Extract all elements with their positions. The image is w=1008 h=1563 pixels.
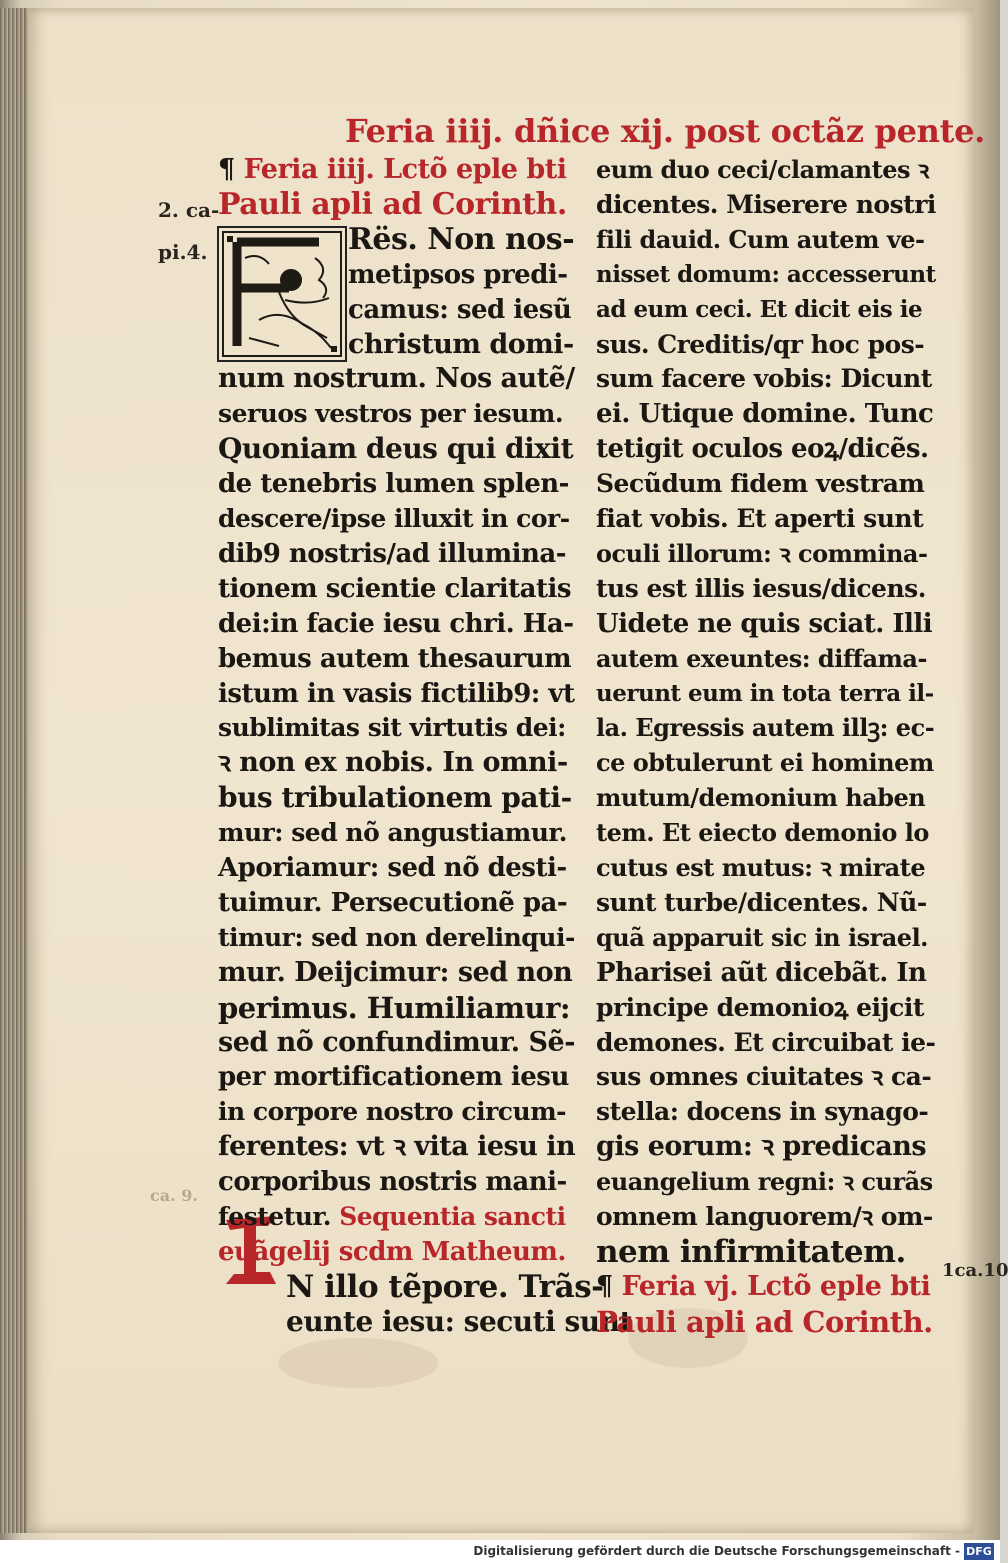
text-line xyxy=(596,187,936,223)
text-line xyxy=(596,222,925,258)
text-line xyxy=(596,571,926,607)
page-stack-edge xyxy=(0,8,28,1533)
line-text: descere/ipse illuxit in cor- xyxy=(218,504,570,533)
margin-note-right: 1ca.10 xyxy=(942,1260,1008,1281)
line-text: sed nõ confundimur. Sẽ- xyxy=(218,1026,575,1058)
line-text: mutum/demonium haben xyxy=(596,783,926,813)
line-text: ꝛ non ex nobis. In omni- xyxy=(218,747,568,779)
text-line xyxy=(596,676,934,712)
line-text: dicentes. Miserere nostri xyxy=(596,189,936,219)
line-text: stella: docens in synago- xyxy=(596,1097,929,1127)
line-text: uerunt eum in tota terra il- xyxy=(596,679,934,707)
line-text: perimus. Humiliamur: xyxy=(218,990,571,1025)
line-text: Feria vj. Lctõ eple bti xyxy=(621,1270,931,1302)
text-line xyxy=(596,1094,928,1130)
line-text: ad eum ceci. Et dicit eis ie xyxy=(596,295,923,323)
line-text: principe demonioꝝ eijcit xyxy=(596,992,924,1022)
text-line xyxy=(596,257,936,293)
dfg-logo: DFG xyxy=(964,1543,994,1560)
line-text: tuimur. Persecutionẽ pa- xyxy=(218,887,568,918)
text-line xyxy=(218,1094,566,1130)
line-text: ce obtulerunt ei hominem xyxy=(596,748,934,778)
text-line xyxy=(596,920,928,956)
text-line xyxy=(218,641,571,677)
pilcrow-mark: ¶ xyxy=(218,154,244,185)
text-line xyxy=(218,1234,566,1270)
text-line xyxy=(596,152,929,188)
text-line xyxy=(596,815,929,851)
text-line xyxy=(596,396,933,432)
line-text: omnem languorem/ꝛ om- xyxy=(596,1202,933,1231)
text-line xyxy=(348,222,574,258)
text-line xyxy=(218,536,566,572)
line-text: bemus autem thesaurum xyxy=(218,643,572,674)
line-text: Aporiamur: sed nõ desti- xyxy=(218,853,567,883)
text-line xyxy=(218,501,570,537)
text-line xyxy=(218,466,569,502)
line-text: gis eorum: ꝛ predicans xyxy=(596,1131,927,1163)
line-text: Pauli apli ad Corinth. xyxy=(218,186,567,222)
line-text: sus. Creditis/qr hoc pos- xyxy=(596,329,925,359)
line-text: mur: sed nõ angustiamur. xyxy=(218,818,568,848)
line-text: Quoniam deus qui dixit xyxy=(218,432,573,466)
text-line xyxy=(596,885,927,921)
line-text: de tenebris lumen splen- xyxy=(218,469,569,500)
text-line xyxy=(218,1199,566,1235)
line-text: sublimitas sit virtutis dei: xyxy=(218,713,566,743)
line-text: corporibus nostris mani- xyxy=(218,1167,567,1198)
text-line xyxy=(596,536,927,572)
line-text: christum domi- xyxy=(348,328,574,360)
line-text: camus: sed iesũ xyxy=(348,294,572,325)
line-text: fili dauid. Cum autem ve- xyxy=(596,224,925,254)
line-text: sunt turbe/dicentes. Nũ- xyxy=(596,887,927,917)
text-line xyxy=(218,396,563,432)
text-line xyxy=(218,1059,569,1095)
line-text: nem infirmitatem. xyxy=(596,1233,906,1270)
text-line xyxy=(596,1059,931,1095)
margin-note-chapter: 2. ca- xyxy=(158,198,220,222)
text-line xyxy=(218,431,573,467)
text-line xyxy=(596,990,924,1026)
text-line xyxy=(218,710,566,746)
line-text: ferentes: vt ꝛ vita iesu in xyxy=(218,1131,576,1163)
line-text: festetur. xyxy=(218,1202,331,1231)
text-line xyxy=(596,292,922,328)
text-line xyxy=(596,327,924,363)
text-line xyxy=(596,710,934,746)
text-line xyxy=(218,815,567,851)
line-text: sum facere vobis: Dicunt xyxy=(596,364,932,394)
decorated-initial-f xyxy=(217,226,347,362)
line-text: cutus est mutus: ꝛ mirate xyxy=(596,853,926,882)
text-line xyxy=(286,1269,604,1305)
line-text: istum in vasis fictilib9: vt xyxy=(218,678,575,709)
text-line xyxy=(596,361,932,397)
text-line xyxy=(218,152,566,188)
text-line xyxy=(596,606,932,642)
text-line xyxy=(218,606,574,642)
line-text: oculi illorum: ꝛ commina- xyxy=(596,538,928,568)
line-text: dei:in facie iesu chri. Ha- xyxy=(218,608,574,639)
text-line xyxy=(596,1025,935,1061)
pilcrow-mark: ¶ xyxy=(596,1270,622,1302)
margin-note-faint: ca. 9. xyxy=(150,1186,198,1205)
line-text: tus est illis iesus/dicens. xyxy=(596,573,926,603)
text-line xyxy=(218,361,575,397)
line-text: euangelium regni: ꝛ curãs xyxy=(596,1167,933,1197)
text-line xyxy=(218,571,571,607)
line-text: eunte iesu: secuti sunt xyxy=(286,1304,632,1338)
text-line xyxy=(596,1304,933,1340)
line-text: sus omnes ciuitates ꝛ ca- xyxy=(596,1062,932,1092)
text-line xyxy=(596,1234,906,1270)
line-text: ei. Utique domine. Tunc xyxy=(596,399,934,430)
text-line xyxy=(596,780,925,816)
line-text: num nostrum. Nos autẽ/ xyxy=(218,363,575,395)
text-line xyxy=(596,501,923,537)
line-text: Secũdum fidem vestram xyxy=(596,469,925,499)
line-text: seruos vestros per iesum. xyxy=(218,399,564,429)
line-text: per mortificationem iesu xyxy=(218,1062,569,1093)
text-line xyxy=(596,1164,933,1200)
page-heading: Feria iiij. dñice xij. post octãz pente. xyxy=(345,112,986,150)
text-line xyxy=(218,780,572,816)
line-text: Feria iiij. Lctõ eple bti xyxy=(243,154,567,185)
text-line xyxy=(348,257,568,293)
text-line xyxy=(596,745,934,781)
line-text: Rës. Non nos- xyxy=(348,221,575,257)
text-line xyxy=(596,466,924,502)
line-text: autem exeuntes: diffama- xyxy=(596,643,927,673)
line-text: timur: sed non derelinqui- xyxy=(218,922,575,952)
line-text: dib9 nostris/ad illumina- xyxy=(218,538,567,569)
text-line xyxy=(596,1199,933,1235)
line-text: la. Egressis autem illꝫ: ec- xyxy=(596,713,935,743)
text-line xyxy=(218,850,567,886)
line-text: Uidete ne quis sciat. Illi xyxy=(596,608,933,639)
text-line xyxy=(348,327,574,363)
text-line xyxy=(596,641,927,677)
text-line xyxy=(596,850,925,886)
footer-credit: Digitalisierung gefördert durch die Deutsche Forschungsgemeinschaft - xyxy=(473,1544,960,1558)
text-line xyxy=(218,745,568,781)
line-text: mur. Deijcimur: sed non xyxy=(218,956,573,988)
text-line xyxy=(218,1164,567,1200)
text-line xyxy=(596,1129,926,1165)
line-text: metipsos predi- xyxy=(348,259,568,290)
line-text: N illo tẽpore. Trãs- xyxy=(286,1268,604,1305)
text-line xyxy=(596,955,926,991)
line-text: tem. Et eiecto demonio lo xyxy=(596,818,929,848)
line-text: quã apparuit sic in israel. xyxy=(596,922,929,952)
line-text: eum duo ceci/clamantes ꝛ xyxy=(596,155,929,184)
woodcut-initial-icon xyxy=(219,228,345,360)
line-text: demones. Et circuibat ie- xyxy=(596,1027,936,1057)
line-text-red: Sequentia sancti xyxy=(331,1202,566,1231)
footer-bar xyxy=(0,1540,1000,1563)
text-line xyxy=(218,955,572,991)
text-line xyxy=(218,990,570,1026)
text-line xyxy=(218,920,575,956)
line-text: fiat vobis. Et aperti sunt xyxy=(596,504,924,533)
line-text: Pauli apli ad Corinth. xyxy=(596,1304,933,1339)
line-text: Pharisei aũt dicebãt. In xyxy=(596,957,927,988)
text-line xyxy=(218,1129,575,1165)
text-line xyxy=(596,1269,930,1305)
text-line xyxy=(286,1304,632,1340)
line-text: tionem scientie claritatis xyxy=(218,573,572,604)
text-line xyxy=(348,292,571,328)
text-line xyxy=(596,431,929,467)
line-text: bus tribulationem pati- xyxy=(218,781,572,815)
line-text: in corpore nostro circum- xyxy=(218,1097,567,1127)
paper-stain xyxy=(278,1338,438,1388)
text-line xyxy=(218,187,567,223)
line-text: nisset domum: accesserunt xyxy=(596,260,936,288)
line-text: tetigit oculos eoꝝ/dicẽs. xyxy=(596,434,929,465)
text-line xyxy=(218,676,575,712)
text-line xyxy=(218,885,567,921)
line-text: euãgelij scdm Matheum. xyxy=(218,1236,566,1267)
margin-note-chapter-cont: pi.4. xyxy=(158,240,208,264)
text-line xyxy=(218,1025,575,1061)
